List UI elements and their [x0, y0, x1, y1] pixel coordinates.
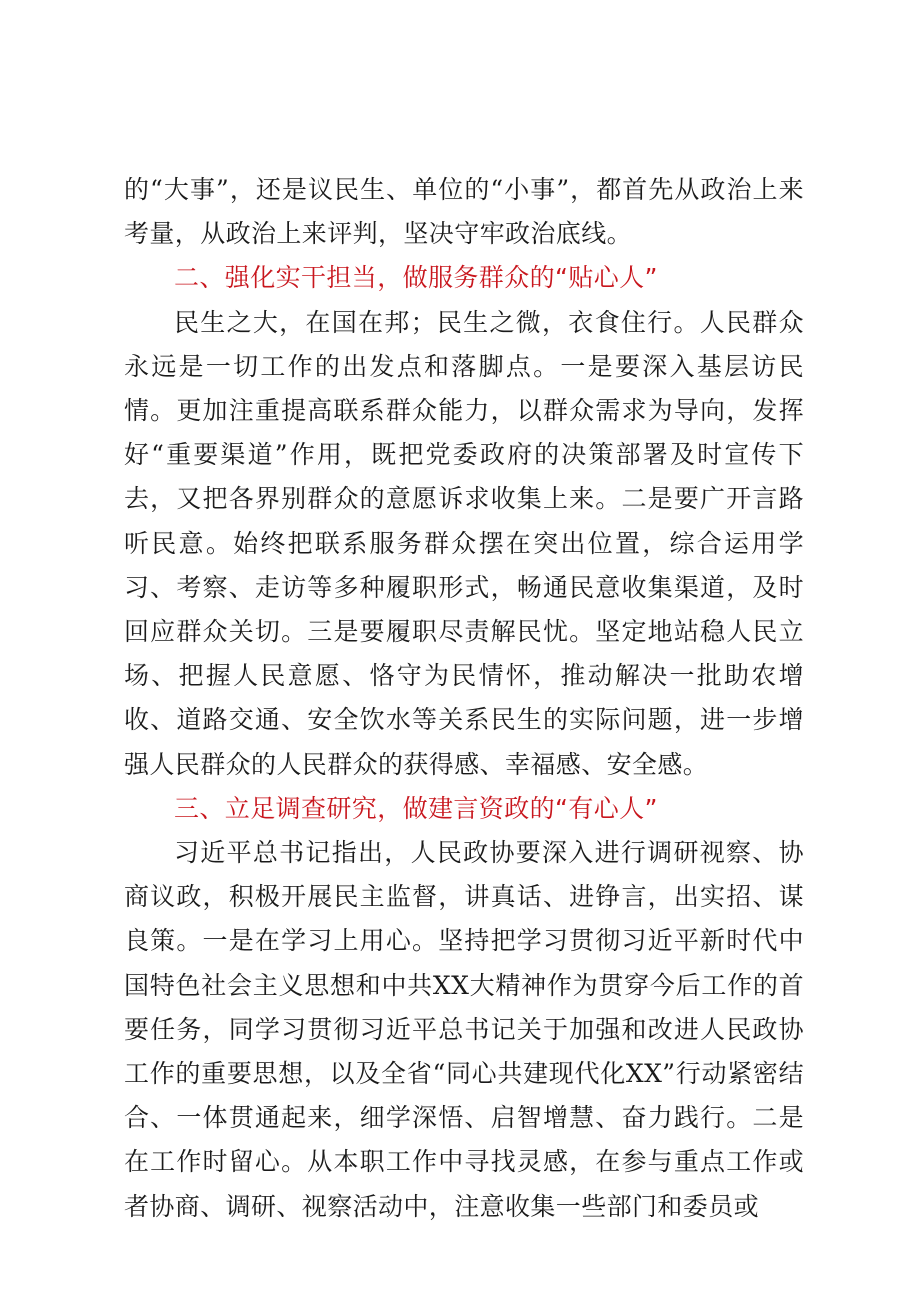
document-page	[124, 168, 804, 1229]
section-3-body: 习近平总书记指出，人民政协要深入进行调研视察、协商议政，积极开展民主监督，讲真话、进铮言，出实招、谋良策。一是在学习上用心。坚持把学习贯彻习近平新时代中国特色社会主义思想和中共XX大精神作为贯穿今后工作的首要任务，同学习贯彻习近平总书记关于加强和改进人民政协工作的重要思想，以及全省“同心共建现代化XX”行动紧密结合、一体贯通起来，细学深悟、启智增慧、奋力践行。二是在工作时留心。从本职工作中寻找灵感，在参与重点工作或者协商、调研、视察活动中，注意收集一些部门和委员或	[124, 838, 804, 1221]
section-3-heading: 三、立足调查研究，做建言资政的“有心人”	[174, 793, 658, 823]
continuation-paragraph: 的“大事”，还是议民生、单位的“小事”，都首先从政治上来考量，从政治上来评判，坚决守牢政治底线。	[124, 175, 804, 249]
section-2-heading: 二、强化实干担当，做服务群众的“贴心人”	[174, 263, 658, 293]
section-2-body: 民生之大，在国在邦；民生之微，衣食住行。人民群众永远是一切工作的出发点和落脚点。一是要深入基层访民情。更加注重提高联系群众能力，以群众需求为导向，发挥好“重要渠道”作用，既把党委政府的决策部署及时宣传下去，又把各界别群众的意愿诉求收集上来。二是要广开言路听民意。始终把联系服务群众摆在突出位置，综合运用学习、考察、走访等多种履职形式，畅通民意收集渠道，及时回应群众关切。三是要履职尽责解民忧。坚定地站稳人民立场、把握人民意愿、恪守为民情怀，推动解决一批助农增收、道路交通、安全饮水等关系民生的实际问题，进一步增强人民群众的人民群众的获得感、幸福感、安全感。	[124, 307, 804, 779]
